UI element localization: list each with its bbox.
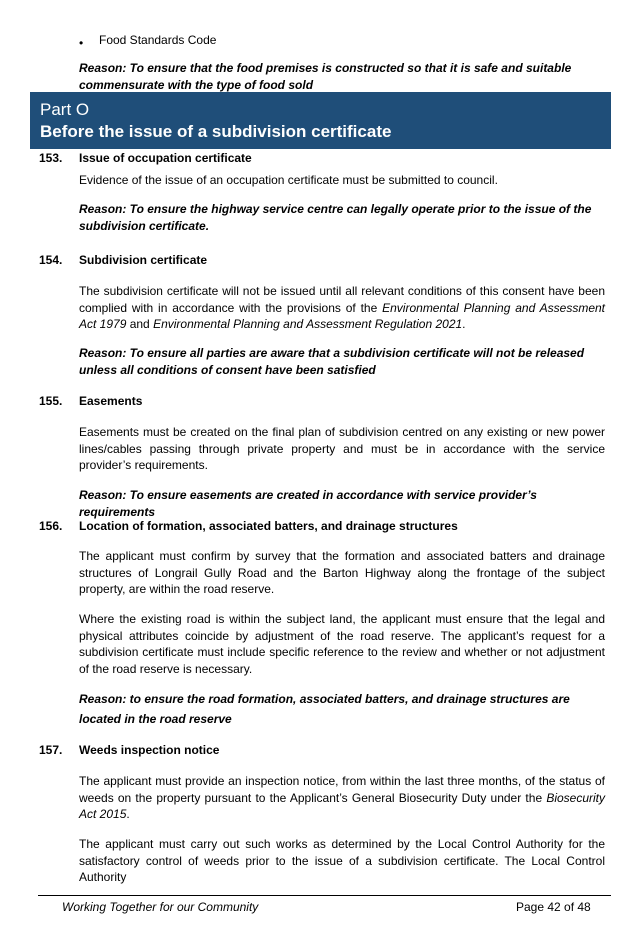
part-title: Before the issue of a subdivision certificate: [40, 122, 392, 141]
condition-body: The applicant must confirm by survey that the formation and associated batters and drainage structures of Longrail Gully Road and the Barton Highway along the frontage of the subject property, are within the road reserve.: [79, 549, 605, 596]
act-citation: Environmental Planning and Assessment Regulation 2021: [153, 317, 463, 331]
bullet-icon: •: [79, 36, 84, 50]
act-citation: Biosecurity Act 2015: [79, 790, 605, 821]
condition-number: 156.: [39, 519, 63, 533]
condition-body: Evidence of the issue of an occupation certificate must be submitted to council.: [79, 173, 498, 187]
page-number: Page 42 of 48: [516, 900, 591, 914]
condition-number: 153.: [39, 151, 63, 165]
footer-tagline: Working Together for our Community: [62, 900, 259, 914]
condition-heading: Easements: [79, 394, 143, 408]
condition-heading: Issue of occupation certificate: [79, 151, 252, 165]
condition-body: The applicant must provide an inspection notice, from within the last three months, of the status of weeds on the property pursuant to the Applicant’s General Biosecurity Duty under the Biosecurity Act 2015.: [79, 774, 605, 821]
condition-number: 154.: [39, 253, 63, 267]
part-banner: [30, 92, 611, 149]
condition-number: 157.: [39, 743, 63, 757]
condition-body: Easements must be created on the final plan of subdivision centred on any existing or new power lines/cables passing through private property and must be in accordance with the service provider’s requirements.: [79, 425, 605, 472]
condition-reason: Reason: To ensure the highway service centre can legally operate prior to the issue of the subdivision certificate.: [79, 202, 592, 233]
condition-heading: Subdivision certificate: [79, 253, 208, 267]
condition-body: The subdivision certificate will not be issued until all relevant conditions of this consent have been complied with in accordance with the provisions of the Environmental Planning and Assessment Act 1979 and Environmental Planning and Assessment Regulation 2021.: [79, 284, 606, 331]
reason-food-premises: Reason: To ensure that the food premises is constructed so that it is safe and suitable commensurate with the type of food sold: [79, 61, 572, 92]
bullet-item: Food Standards Code: [99, 33, 217, 47]
part-label: Part O: [40, 100, 90, 119]
condition-reason: Reason: To ensure easements are created in accordance with service provider’s requirements: [79, 488, 537, 519]
condition-body: Where the existing road is within the subject land, the applicant must ensure that the legal and physical attributes coincide by adjustment of the road reserve. The applicant’s request for a subdivision certificate must include specific reference to the review and whether or not adjustment of the road reserve is necessary.: [79, 612, 605, 676]
condition-heading: Weeds inspection notice: [79, 743, 220, 757]
condition-body: The applicant must carry out such works as determined by the Local Control Authority for the satisfactory control of weeds prior to the issue of a subdivision certificate. The Local Control Authority: [79, 837, 605, 884]
condition-reason: Reason: To ensure all parties are aware that a subdivision certificate will not be released unless all conditions of consent have been satisfied: [79, 346, 585, 377]
condition-reason: Reason: to ensure the road formation, associated batters, and drainage structures are located in the road reserve: [79, 692, 570, 726]
footer-rule: [38, 895, 611, 896]
condition-number: 155.: [39, 394, 63, 408]
condition-heading: Location of formation, associated batters, and drainage structures: [79, 519, 458, 533]
act-citation: Environmental Planning and Assessment Act 1979: [79, 300, 606, 331]
